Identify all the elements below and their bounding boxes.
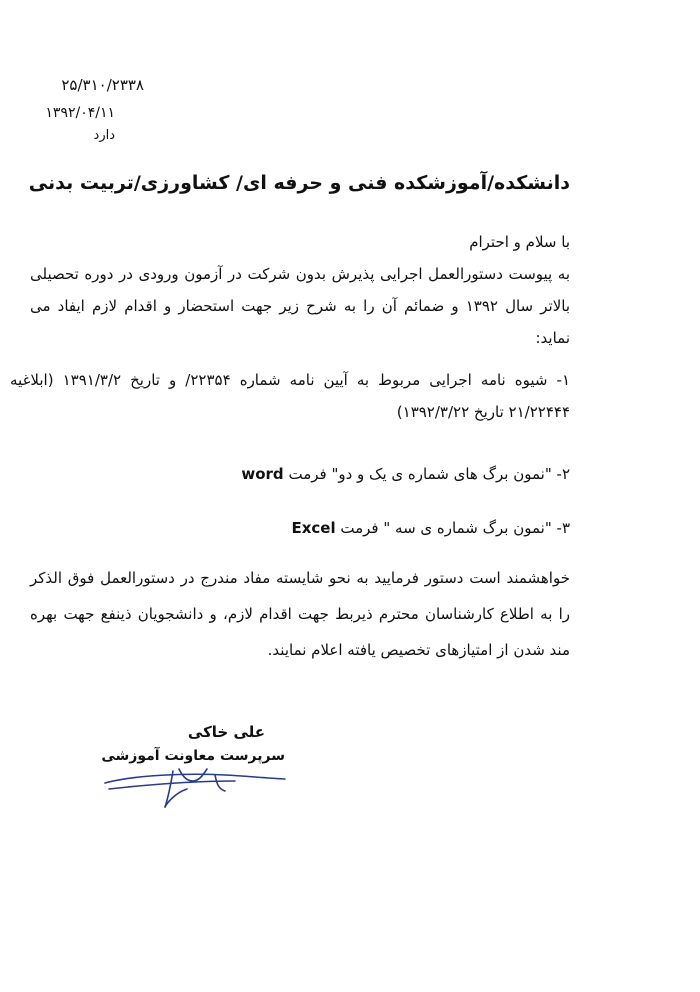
list-item-3-format: Excel: [291, 519, 336, 537]
letter-number: ۲۵/۳۱۰/۲۳۳۸: [61, 76, 144, 94]
recipient-heading: دانشکده/آموزشکده فنی و حرفه ای/ کشاورزی/تربیت بدنی: [28, 172, 570, 194]
intro-paragraph: به پیوست دستورالعمل اجرایی پذیرش بدون شرکت در آزمون ورودی در دوره تحصیلی بالاتر سال ۱۳۹۲ و ضمائم آن را به شرح زیر جهت استحضار و اقدام لازم ایفاد می نماید:: [30, 265, 570, 347]
list-item-2: [30, 458, 570, 490]
signatory-name: علی خاکی: [187, 723, 265, 741]
list-item-1: ۱- شیوه نامه اجرایی مربوط به آیین نامه شماره ۲۲۳۵۴/ و تاریخ ۱۳۹۱/۳/۲ (ابلاغیه ۲۱/۲۲۴۴۴ تاریخ ۱۳۹۲/۳/۲۲): [10, 371, 570, 421]
greeting: با سلام و احترام: [469, 233, 570, 251]
signatory-title: سرپرست معاونت آموزشی: [101, 748, 285, 764]
letter-date: ۱۳۹۲/۰۴/۱۱: [45, 105, 115, 121]
list-item-2-text: ۲- "نمون برگ های شماره ی یک و دو" فرمت: [288, 465, 570, 483]
attachment-status: دارد: [93, 128, 115, 143]
closing-paragraph: خواهشمند است دستور فرمایید به نحو شایسته مفاد مندرج در دستورالعمل فوق الذکر را به اطلاع کارشناسان محترم ذیربط جهت اقدام لازم، و دانشجویان ذینفع جهت بهره مند شدن از امتیازهای تخصیص یافته اعلام نمایند.: [30, 569, 570, 659]
list-item-3: [30, 512, 570, 544]
list-item-2-format: word: [241, 465, 284, 483]
list-item-3-text: ۳- "نمون برگ شماره ی سه " فرمت: [340, 519, 570, 537]
